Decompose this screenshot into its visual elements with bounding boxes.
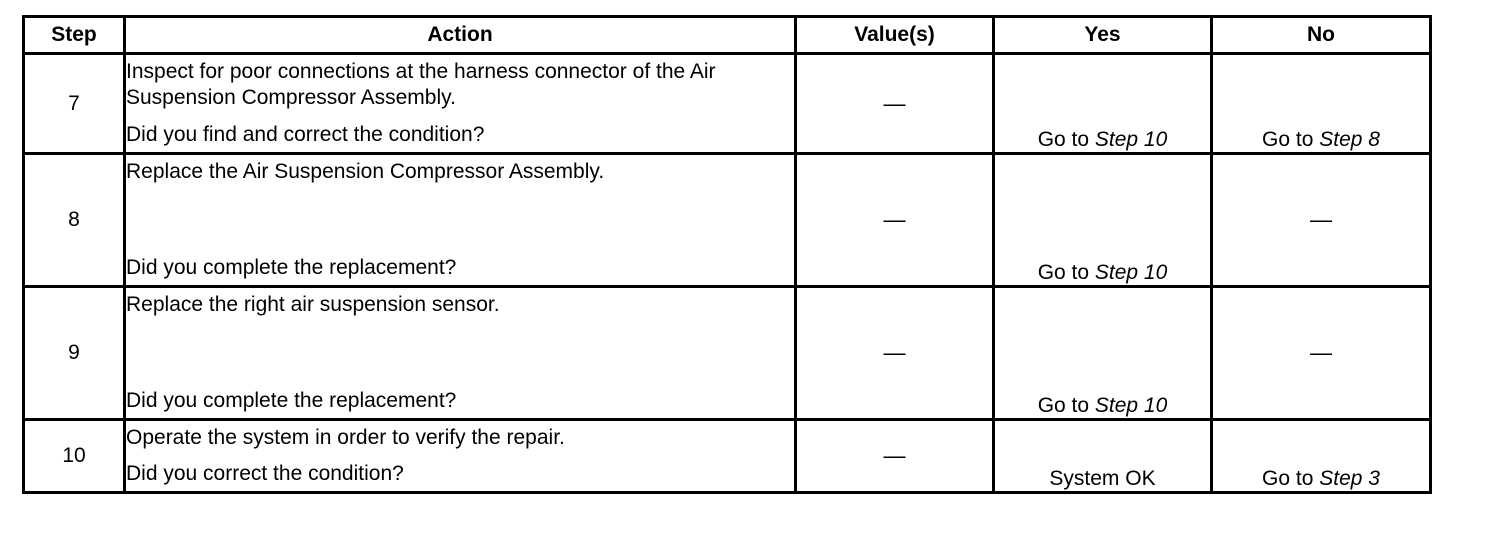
yes-cell: [994, 54, 1212, 154]
action-question: Did you correct the condition?: [126, 462, 404, 485]
yes-step-link[interactable]: Step 10: [1094, 394, 1168, 417]
action-cell: [125, 54, 796, 154]
no-step-link[interactable]: Step 8: [1319, 128, 1380, 151]
value-cell: —: [796, 287, 994, 420]
no-cell: [1212, 420, 1431, 493]
header-yes: Yes: [994, 17, 1212, 54]
step-number: 8: [24, 154, 125, 287]
table-row: [24, 154, 1431, 287]
no-prefix: Go to: [1262, 128, 1320, 151]
action-cell: [125, 420, 796, 493]
action-text: Replace the right air suspension sensor.: [126, 293, 500, 316]
header-step: Step: [24, 17, 125, 54]
header-no: No: [1212, 17, 1431, 54]
yes-step-link[interactable]: Step 10: [1094, 128, 1168, 151]
yes-cell: [994, 154, 1212, 287]
action-text: Operate the system in order to verify the repair.: [126, 426, 565, 449]
action-cell: [125, 154, 796, 287]
action-cell: [125, 287, 796, 420]
no-step-link[interactable]: Step 3: [1319, 467, 1380, 490]
step-number: 7: [24, 54, 125, 154]
value-cell: —: [796, 420, 994, 493]
yes-prefix: Go to: [1037, 394, 1095, 417]
yes-cell: [994, 287, 1212, 420]
action-text: Inspect for poor connections at the harness connector of the Air Suspension Compressor Assembly.: [126, 60, 716, 109]
no-cell: [1212, 54, 1431, 154]
no-cell: —: [1212, 154, 1431, 287]
action-text: Replace the Air Suspension Compressor Assembly.: [126, 160, 605, 183]
yes-prefix: Go to: [1037, 261, 1095, 284]
table-row: [24, 420, 1431, 493]
step-number: 9: [24, 287, 125, 420]
no-prefix: Go to: [1262, 467, 1320, 490]
yes-cell: System OK: [994, 420, 1212, 493]
table-row: [24, 54, 1431, 154]
value-cell: —: [796, 54, 994, 154]
action-question: Did you complete the replacement?: [126, 256, 457, 279]
step-number: 10: [24, 420, 125, 493]
value-cell: —: [796, 154, 994, 287]
action-question: Did you find and correct the condition?: [126, 123, 485, 146]
diagnostic-table: [22, 15, 1432, 494]
header-values: Value(s): [796, 17, 994, 54]
table-row: [24, 287, 1431, 420]
yes-prefix: Go to: [1037, 128, 1095, 151]
yes-step-link[interactable]: Step 10: [1094, 261, 1168, 284]
action-question: Did you complete the replacement?: [126, 389, 457, 412]
header-action: Action: [125, 17, 796, 54]
header-row: [24, 17, 1431, 54]
no-cell: —: [1212, 287, 1431, 420]
